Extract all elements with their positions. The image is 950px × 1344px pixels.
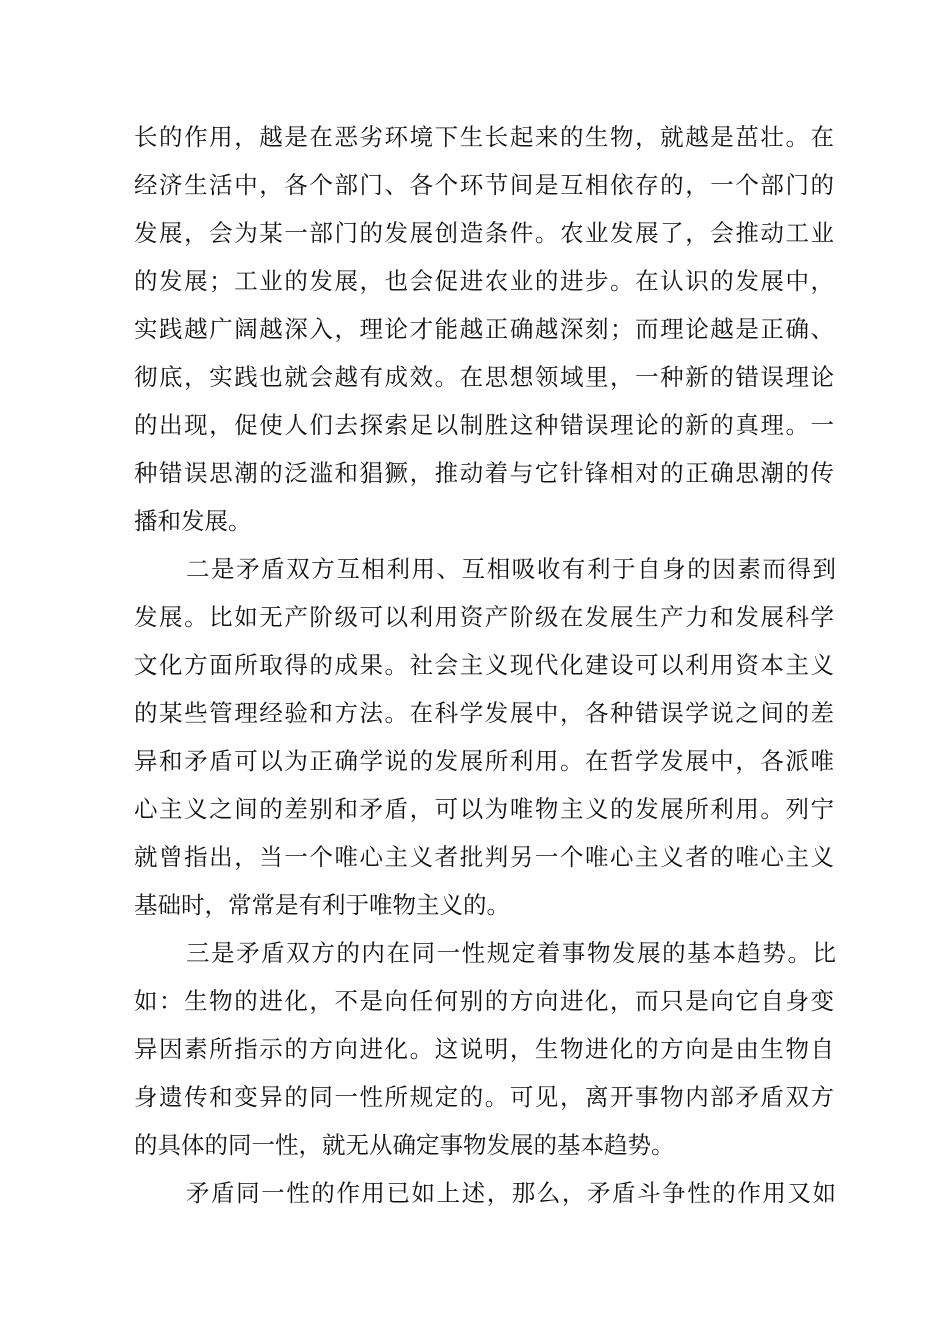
text-line: 的发展；工业的发展，也会促进农业的进步。在认识的发展中， (134, 267, 834, 295)
text-line: 长的作用，越是在恶劣环境下生长起来的生物，就越是茁壮。在 (134, 123, 834, 151)
text-line: 的某些管理经验和方法。在科学发展中，各种错误学说之间的差 (134, 699, 834, 727)
text-line: 如：生物的进化，不是向任何别的方向进化，而只是向它自身变 (134, 987, 834, 1015)
text-line: 文化方面所取得的成果。社会主义现代化建设可以利用资本主义 (134, 651, 834, 679)
text-line: 发展，会为某一部门的发展创造条件。农业发展了，会推动工业 (134, 219, 834, 247)
text-line: 经济生活中，各个部门、各个环节间是互相依存的，一个部门的 (134, 171, 834, 199)
text-line: 心主义之间的差别和矛盾，可以为唯物主义的发展所利用。列宁 (134, 795, 834, 823)
text-line: 发展。比如无产阶级可以利用资产阶级在发展生产力和发展科学 (134, 603, 834, 631)
text-line: 基础时，常常是有利于唯物主义的。 (134, 891, 510, 919)
text-line: 实践越广阔越深入，理论才能越正确越深刻；而理论越是正确、 (134, 315, 834, 343)
text-line: 三是矛盾双方的内在同一性规定着事物发展的基本趋势。比 (186, 939, 836, 967)
text-line: 种错误思潮的泛滥和猖獗，推动着与它针锋相对的正确思潮的传 (134, 459, 834, 487)
text-line: 就曾指出，当一个唯心主义者批判另一个唯心主义者的唯心主义 (134, 843, 834, 871)
text-line: 播和发展。 (134, 507, 252, 535)
text-line: 彻底，实践也就会越有成效。在思想领域里，一种新的错误理论 (134, 363, 834, 391)
text-line: 身遗传和变异的同一性所规定的。可见，离开事物内部矛盾双方 (134, 1083, 834, 1111)
text-line: 矛盾同一性的作用已如上述，那么，矛盾斗争性的作用又如 (186, 1179, 836, 1207)
text-line: 的出现，促使人们去探索足以制胜这种错误理论的新的真理。一 (134, 411, 834, 439)
text-line: 二是矛盾双方互相利用、互相吸收有利于自身的因素而得到 (186, 555, 836, 583)
text-line: 异因素所指示的方向进化。这说明，生物进化的方向是由生物自 (134, 1035, 834, 1063)
text-line: 异和矛盾可以为正确学说的发展所利用。在哲学发展中，各派唯 (134, 747, 834, 775)
text-line: 的具体的同一性，就无从确定事物发展的基本趋势。 (134, 1131, 675, 1159)
